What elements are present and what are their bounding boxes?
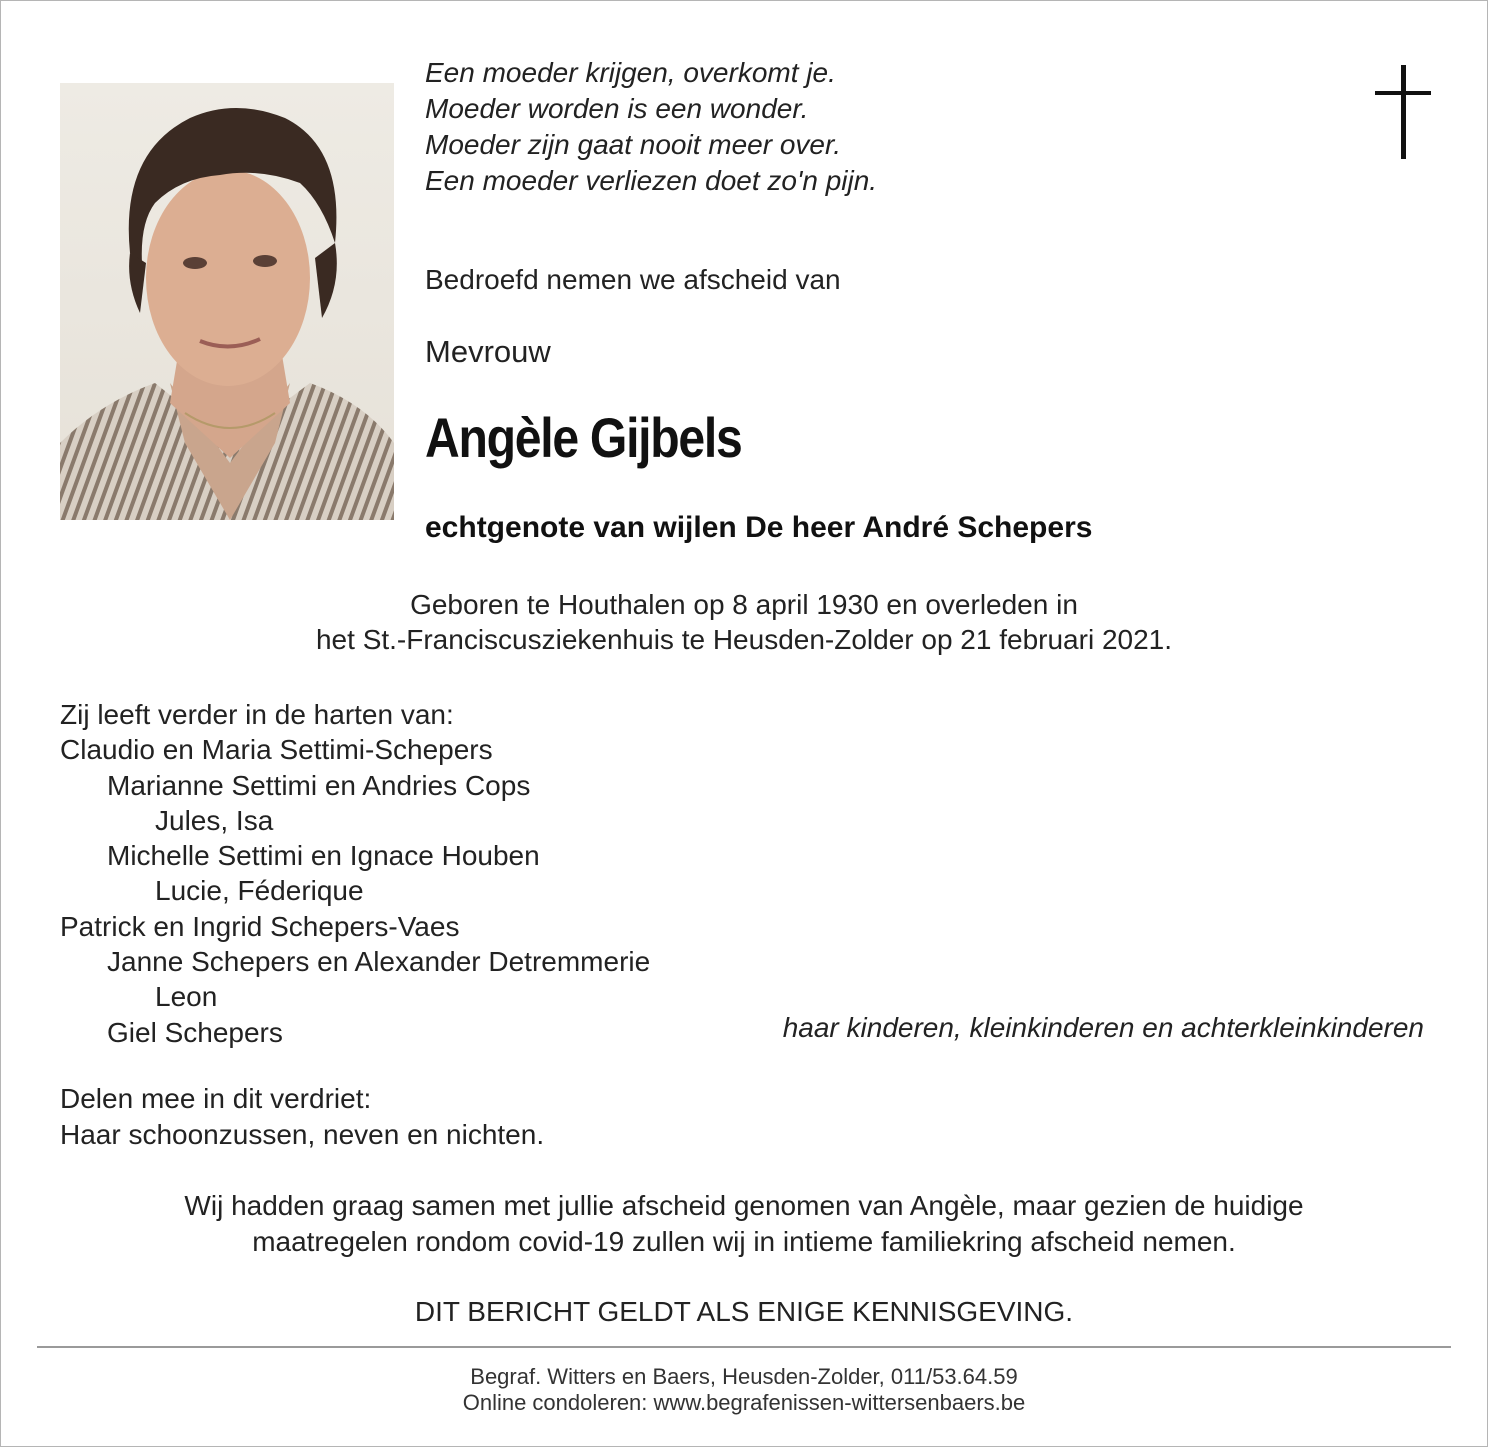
family-member-last	[60, 1015, 650, 1050]
condolence-line: Online condoleren: www.begrafenissen-wittersenbaers.be	[462, 1390, 1026, 1415]
family-member: Giel Schepers	[107, 1016, 283, 1048]
sharing-text: Haar schoonzussen, neven en nichten.	[60, 1119, 545, 1150]
family-member: Lucie, Féderique	[155, 875, 364, 907]
deceased-name: Angèle Gijbels	[425, 406, 742, 469]
covid-note-line: Wij hadden graag samen met jullie afscheid genomen van Angèle, maar gezien de huidige	[184, 1190, 1304, 1221]
portrait-illustration	[60, 83, 394, 520]
poem-line: Moeder zijn gaat nooit meer over.	[425, 129, 842, 160]
poem-line: Een moeder krijgen, overkomt je.	[425, 57, 836, 88]
portrait-photo	[60, 83, 394, 520]
poem-line: Moeder worden is een wonder.	[425, 93, 809, 124]
footer-divider	[37, 1346, 1451, 1348]
family-list	[60, 697, 650, 1050]
family-member: Marianne Settimi en Andries Cops	[107, 769, 531, 801]
cross-icon	[1375, 65, 1431, 159]
poem-line: Een moeder verliezen doet zo'n pijn.	[425, 165, 878, 196]
family-heading: Zij leeft verder in de harten van:	[60, 699, 454, 730]
spouse-line: echtgenote van wijlen De heer André Schepers	[425, 511, 1093, 544]
covid-note-line: maatregelen rondom covid-19 zullen wij in intieme familiekring afscheid nemen.	[252, 1226, 1236, 1257]
family-member: Janne Schepers en Alexander Detremmerie	[107, 946, 651, 978]
family-member: Michelle Settimi en Ignace Houben	[107, 840, 540, 872]
sharing-heading: Delen mee in dit verdriet:	[60, 1083, 372, 1114]
notice-text: DIT BERICHT GELDT ALS ENIGE KENNISGEVING.	[414, 1296, 1074, 1327]
family-member: Jules, Isa	[155, 804, 274, 836]
salutation: Mevrouw	[425, 334, 551, 369]
funeral-home-line: Begraf. Witters en Baers, Heusden-Zolder, 011/53.64.59	[470, 1364, 1018, 1389]
poem	[425, 55, 877, 199]
family-member: Claudio en Maria Settimi-Schepers	[60, 734, 493, 766]
birth-line: Geboren te Houthalen op 8 april 1930 en overleden in	[410, 589, 1078, 620]
family-relation: haar kinderen, kleinkinderen en achterkleinkinderen	[782, 1012, 1424, 1043]
family-member: Patrick en Ingrid Schepers-Vaes	[60, 910, 460, 942]
death-line: het St.-Franciscusziekenhuis te Heusden-Zolder op 21 februari 2021.	[315, 624, 1173, 655]
family-member: Leon	[155, 981, 218, 1013]
intro-text: Bedroefd nemen we afscheid van	[425, 264, 841, 295]
